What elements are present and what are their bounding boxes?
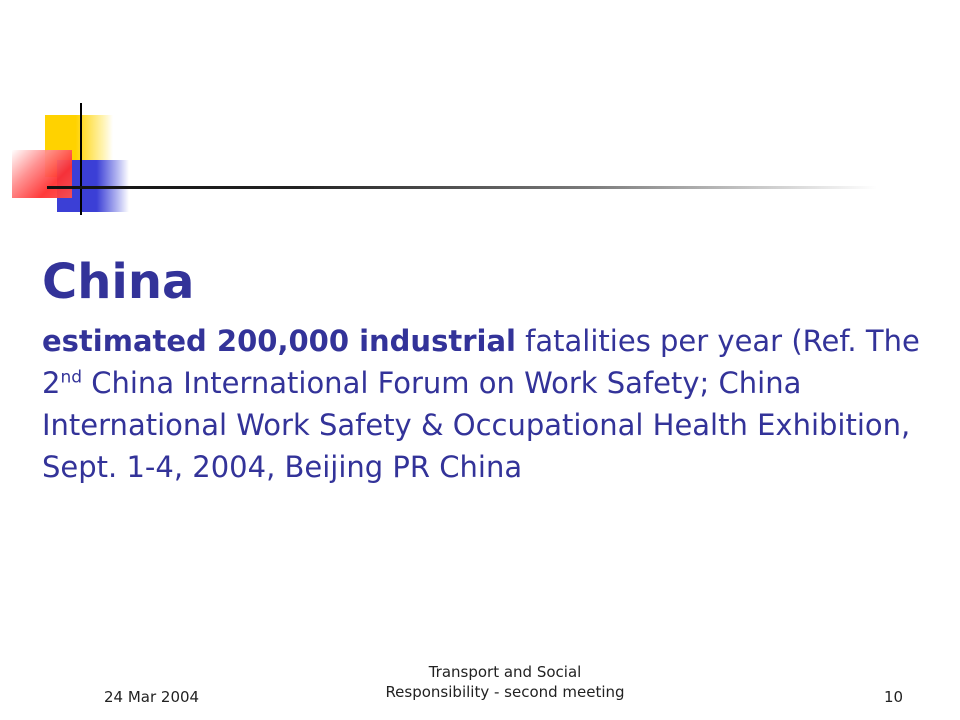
slide-title: China: [42, 254, 195, 310]
footer-date: 24 Mar 2004: [104, 688, 200, 706]
logo-red-square: [12, 150, 72, 198]
footer-center-line1: Transport and Social: [428, 663, 582, 681]
title-divider-line: [47, 186, 877, 189]
body-text-part: fatalities per year (Ref. The 2: [42, 324, 920, 400]
footer-presentation-title: [360, 662, 650, 702]
footer-center-line2: Responsibility - second meeting: [385, 683, 625, 701]
body-superscript: nd: [60, 367, 83, 388]
body-text-rest: China International Forum on Work Safety; China International Work Safety & Occupational Health Exhibition, Sept. 1-4, 2004, Beijing PR China: [42, 366, 911, 484]
slide-body-text: [42, 320, 922, 488]
body-bold-lead: estimated 200,000 industrial: [42, 324, 516, 358]
logo-vertical-line: [80, 103, 82, 215]
footer-page-number: 10: [884, 688, 904, 706]
